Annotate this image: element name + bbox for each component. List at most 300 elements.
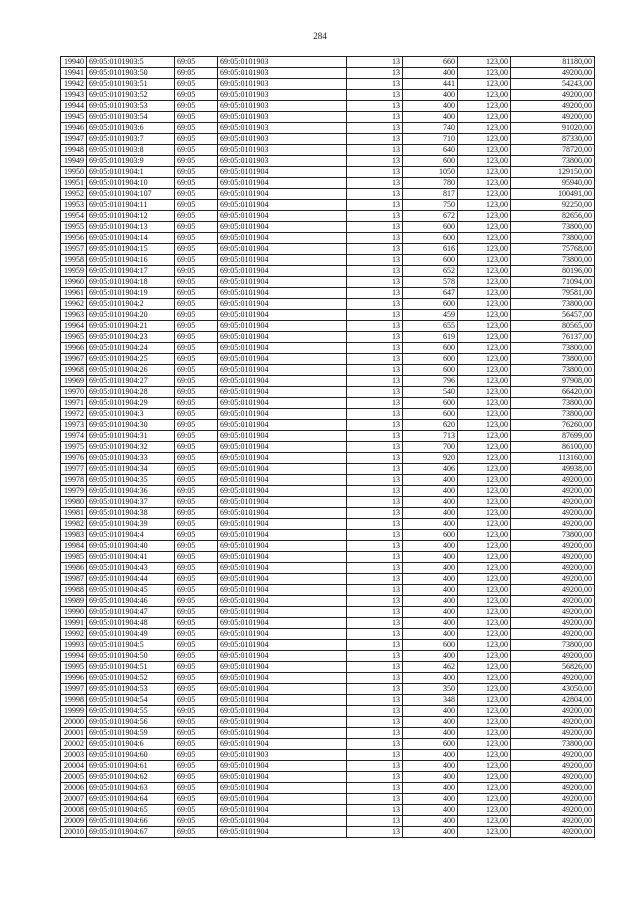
row-number: 19999 (61, 706, 87, 717)
table-row (61, 530, 595, 541)
table-row (61, 420, 595, 431)
district-code: 69:05 (175, 189, 218, 200)
row-number: 20004 (61, 761, 87, 772)
district-code: 69:05 (175, 365, 218, 376)
district-code: 69:05 (175, 541, 218, 552)
rate-value: 123,00 (458, 332, 511, 343)
table-row (61, 376, 595, 387)
area-value: 462 (403, 662, 458, 673)
district-code: 69:05 (175, 508, 218, 519)
zone-number: 13 (347, 409, 403, 420)
cost-value: 100491,00 (511, 189, 595, 200)
rate-value: 123,00 (458, 134, 511, 145)
zone-number: 13 (347, 134, 403, 145)
rate-value: 123,00 (458, 519, 511, 530)
area-value: 400 (403, 101, 458, 112)
cost-value: 49200,00 (511, 497, 595, 508)
cadastral-quarter: 69:05:0101904 (218, 695, 347, 706)
area-value: 740 (403, 123, 458, 134)
cadastral-number: 69:05:0101904:41 (87, 552, 175, 563)
cadastral-quarter: 69:05:0101904 (218, 486, 347, 497)
cadastral-number: 69:05:0101904:32 (87, 442, 175, 453)
area-value: 400 (403, 68, 458, 79)
area-value: 400 (403, 783, 458, 794)
table-row (61, 761, 595, 772)
table-row (61, 68, 595, 79)
cost-value: 129150,00 (511, 167, 595, 178)
cadastral-number: 69:05:0101904:55 (87, 706, 175, 717)
table-row (61, 387, 595, 398)
area-value: 400 (403, 761, 458, 772)
zone-number: 13 (347, 90, 403, 101)
row-number: 19960 (61, 277, 87, 288)
district-code: 69:05 (175, 310, 218, 321)
area-value: 660 (403, 57, 458, 68)
area-value: 400 (403, 508, 458, 519)
zone-number: 13 (347, 376, 403, 387)
rate-value: 123,00 (458, 607, 511, 618)
cadastral-number: 69:05:0101904:65 (87, 805, 175, 816)
zone-number: 13 (347, 299, 403, 310)
area-value: 750 (403, 200, 458, 211)
area-value: 350 (403, 684, 458, 695)
cost-value: 76137,00 (511, 332, 595, 343)
area-value: 400 (403, 816, 458, 827)
row-number: 19947 (61, 134, 87, 145)
district-code: 69:05 (175, 101, 218, 112)
cadastral-quarter: 69:05:0101904 (218, 343, 347, 354)
area-value: 600 (403, 530, 458, 541)
district-code: 69:05 (175, 354, 218, 365)
cost-value: 56457,00 (511, 310, 595, 321)
cadastral-number: 69:05:0101904:28 (87, 387, 175, 398)
rate-value: 123,00 (458, 420, 511, 431)
district-code: 69:05 (175, 145, 218, 156)
table-row (61, 409, 595, 420)
cadastral-number: 69:05:0101904:15 (87, 244, 175, 255)
zone-number: 13 (347, 552, 403, 563)
district-code: 69:05 (175, 673, 218, 684)
rate-value: 123,00 (458, 794, 511, 805)
area-value: 817 (403, 189, 458, 200)
cost-value: 49200,00 (511, 772, 595, 783)
rate-value: 123,00 (458, 684, 511, 695)
area-value: 600 (403, 222, 458, 233)
rate-value: 123,00 (458, 816, 511, 827)
area-value: 400 (403, 651, 458, 662)
district-code: 69:05 (175, 695, 218, 706)
area-value: 400 (403, 728, 458, 739)
area-value: 600 (403, 255, 458, 266)
cadastral-quarter: 69:05:0101904 (218, 772, 347, 783)
zone-number: 13 (347, 178, 403, 189)
cadastral-quarter: 69:05:0101904 (218, 827, 347, 838)
district-code: 69:05 (175, 772, 218, 783)
cadastral-quarter: 69:05:0101903 (218, 112, 347, 123)
zone-number: 13 (347, 816, 403, 827)
row-number: 19944 (61, 101, 87, 112)
cadastral-quarter: 69:05:0101904 (218, 717, 347, 728)
zone-number: 13 (347, 57, 403, 68)
district-code: 69:05 (175, 332, 218, 343)
cadastral-quarter: 69:05:0101904 (218, 167, 347, 178)
cadastral-number: 69:05:0101904:19 (87, 288, 175, 299)
cadastral-number: 69:05:0101904:37 (87, 497, 175, 508)
table-row (61, 200, 595, 211)
rate-value: 123,00 (458, 552, 511, 563)
cost-value: 73800,00 (511, 365, 595, 376)
table-row (61, 706, 595, 717)
rate-value: 123,00 (458, 178, 511, 189)
zone-number: 13 (347, 156, 403, 167)
zone-number: 13 (347, 651, 403, 662)
zone-number: 13 (347, 827, 403, 838)
area-value: 619 (403, 332, 458, 343)
cost-value: 49200,00 (511, 651, 595, 662)
cost-value: 43050,00 (511, 684, 595, 695)
district-code: 69:05 (175, 585, 218, 596)
area-value: 655 (403, 321, 458, 332)
cost-value: 49200,00 (511, 607, 595, 618)
cost-value: 49200,00 (511, 68, 595, 79)
zone-number: 13 (347, 123, 403, 134)
rate-value: 123,00 (458, 167, 511, 178)
row-number: 19974 (61, 431, 87, 442)
cost-value: 49938,00 (511, 464, 595, 475)
area-value: 700 (403, 442, 458, 453)
area-value: 647 (403, 288, 458, 299)
cost-value: 73800,00 (511, 222, 595, 233)
cadastral-number: 69:05:0101904:52 (87, 673, 175, 684)
row-number: 20002 (61, 739, 87, 750)
cadastral-quarter: 69:05:0101903 (218, 750, 347, 761)
cadastral-quarter: 69:05:0101904 (218, 497, 347, 508)
district-code: 69:05 (175, 563, 218, 574)
table-row (61, 805, 595, 816)
cadastral-number: 69:05:0101904:47 (87, 607, 175, 618)
area-value: 400 (403, 486, 458, 497)
cost-value: 91020,00 (511, 123, 595, 134)
cadastral-quarter: 69:05:0101904 (218, 574, 347, 585)
row-number: 19942 (61, 79, 87, 90)
district-code: 69:05 (175, 464, 218, 475)
cost-value: 49200,00 (511, 519, 595, 530)
cadastral-number: 69:05:0101904:31 (87, 431, 175, 442)
table-row (61, 277, 595, 288)
district-code: 69:05 (175, 178, 218, 189)
area-value: 672 (403, 211, 458, 222)
cadastral-number: 69:05:0101904:30 (87, 420, 175, 431)
zone-number: 13 (347, 387, 403, 398)
zone-number: 13 (347, 607, 403, 618)
table-row (61, 486, 595, 497)
row-number: 19988 (61, 585, 87, 596)
row-number: 19995 (61, 662, 87, 673)
cadastral-quarter: 69:05:0101904 (218, 563, 347, 574)
row-number: 19967 (61, 354, 87, 365)
rate-value: 123,00 (458, 90, 511, 101)
cost-value: 49200,00 (511, 585, 595, 596)
rate-value: 123,00 (458, 695, 511, 706)
table-body (61, 57, 595, 838)
district-code: 69:05 (175, 442, 218, 453)
cadastral-quarter: 69:05:0101904 (218, 794, 347, 805)
row-number: 19966 (61, 343, 87, 354)
district-code: 69:05 (175, 596, 218, 607)
cadastral-quarter: 69:05:0101904 (218, 178, 347, 189)
cadastral-number: 69:05:0101904:61 (87, 761, 175, 772)
zone-number: 13 (347, 310, 403, 321)
cadastral-quarter: 69:05:0101904 (218, 541, 347, 552)
table-row (61, 827, 595, 838)
cost-value: 49200,00 (511, 552, 595, 563)
rate-value: 123,00 (458, 409, 511, 420)
cadastral-number: 69:05:0101904:62 (87, 772, 175, 783)
table-row (61, 750, 595, 761)
cadastral-quarter: 69:05:0101904 (218, 530, 347, 541)
cadastral-quarter: 69:05:0101904 (218, 354, 347, 365)
district-code: 69:05 (175, 475, 218, 486)
row-number: 19985 (61, 552, 87, 563)
row-number: 19952 (61, 189, 87, 200)
table-row (61, 508, 595, 519)
cadastral-quarter: 69:05:0101904 (218, 211, 347, 222)
rate-value: 123,00 (458, 266, 511, 277)
zone-number: 13 (347, 728, 403, 739)
district-code: 69:05 (175, 343, 218, 354)
district-code: 69:05 (175, 79, 218, 90)
row-number: 19951 (61, 178, 87, 189)
cadastral-quarter: 69:05:0101904 (218, 431, 347, 442)
zone-number: 13 (347, 200, 403, 211)
district-code: 69:05 (175, 233, 218, 244)
rate-value: 123,00 (458, 750, 511, 761)
area-value: 652 (403, 266, 458, 277)
cadastral-quarter: 69:05:0101904 (218, 618, 347, 629)
area-value: 459 (403, 310, 458, 321)
area-value: 1050 (403, 167, 458, 178)
cadastral-quarter: 69:05:0101904 (218, 233, 347, 244)
cadastral-number: 69:05:0101904:53 (87, 684, 175, 695)
cadastral-number: 69:05:0101904:64 (87, 794, 175, 805)
rate-value: 123,00 (458, 827, 511, 838)
rate-value: 123,00 (458, 200, 511, 211)
cadastral-number: 69:05:0101904:1 (87, 167, 175, 178)
district-code: 69:05 (175, 684, 218, 695)
zone-number: 13 (347, 574, 403, 585)
cadastral-quarter: 69:05:0101904 (218, 442, 347, 453)
row-number: 20005 (61, 772, 87, 783)
area-value: 600 (403, 640, 458, 651)
cadastral-quarter: 69:05:0101904 (218, 508, 347, 519)
rate-value: 123,00 (458, 761, 511, 772)
zone-number: 13 (347, 321, 403, 332)
row-number: 19954 (61, 211, 87, 222)
cadastral-number: 69:05:0101904:14 (87, 233, 175, 244)
district-code: 69:05 (175, 266, 218, 277)
zone-number: 13 (347, 772, 403, 783)
cadastral-quarter: 69:05:0101903 (218, 145, 347, 156)
cost-value: 73800,00 (511, 233, 595, 244)
cadastral-number: 69:05:0101904:16 (87, 255, 175, 266)
district-code: 69:05 (175, 321, 218, 332)
area-value: 540 (403, 387, 458, 398)
zone-number: 13 (347, 431, 403, 442)
district-code: 69:05 (175, 706, 218, 717)
table-row (61, 222, 595, 233)
cadastral-quarter: 69:05:0101904 (218, 651, 347, 662)
rate-value: 123,00 (458, 706, 511, 717)
cadastral-quarter: 69:05:0101904 (218, 398, 347, 409)
district-code: 69:05 (175, 167, 218, 178)
table-row (61, 739, 595, 750)
area-value: 400 (403, 585, 458, 596)
district-code: 69:05 (175, 607, 218, 618)
zone-number: 13 (347, 750, 403, 761)
cost-value: 97908,00 (511, 376, 595, 387)
zone-number: 13 (347, 343, 403, 354)
area-value: 400 (403, 673, 458, 684)
table-row (61, 244, 595, 255)
cadastral-number: 69:05:0101904:46 (87, 596, 175, 607)
cadastral-quarter: 69:05:0101904 (218, 310, 347, 321)
area-value: 600 (403, 739, 458, 750)
rate-value: 123,00 (458, 640, 511, 651)
district-code: 69:05 (175, 453, 218, 464)
cost-value: 73800,00 (511, 640, 595, 651)
zone-number: 13 (347, 805, 403, 816)
district-code: 69:05 (175, 629, 218, 640)
zone-number: 13 (347, 453, 403, 464)
rate-value: 123,00 (458, 475, 511, 486)
zone-number: 13 (347, 222, 403, 233)
row-number: 19977 (61, 464, 87, 475)
table-row (61, 189, 595, 200)
table-row (61, 79, 595, 90)
cost-value: 49200,00 (511, 629, 595, 640)
zone-number: 13 (347, 629, 403, 640)
cadastral-number: 69:05:0101904:13 (87, 222, 175, 233)
row-number: 19998 (61, 695, 87, 706)
cadastral-number: 69:05:0101904:56 (87, 717, 175, 728)
cadastral-number: 69:05:0101904:60 (87, 750, 175, 761)
table-row (61, 651, 595, 662)
area-value: 400 (403, 90, 458, 101)
cadastral-number: 69:05:0101904:67 (87, 827, 175, 838)
cadastral-quarter: 69:05:0101904 (218, 706, 347, 717)
row-number: 19964 (61, 321, 87, 332)
table-row (61, 497, 595, 508)
cadastral-quarter: 69:05:0101904 (218, 464, 347, 475)
rate-value: 123,00 (458, 288, 511, 299)
cadastral-number: 69:05:0101904:49 (87, 629, 175, 640)
row-number: 19983 (61, 530, 87, 541)
area-value: 600 (403, 233, 458, 244)
row-number: 19993 (61, 640, 87, 651)
zone-number: 13 (347, 79, 403, 90)
table-row (61, 255, 595, 266)
district-code: 69:05 (175, 717, 218, 728)
cadastral-number: 69:05:0101904:39 (87, 519, 175, 530)
district-code: 69:05 (175, 486, 218, 497)
rate-value: 123,00 (458, 101, 511, 112)
district-code: 69:05 (175, 651, 218, 662)
cost-value: 49200,00 (511, 563, 595, 574)
cadastral-quarter: 69:05:0101904 (218, 255, 347, 266)
cadastral-quarter: 69:05:0101903 (218, 68, 347, 79)
cadastral-number: 69:05:0101904:36 (87, 486, 175, 497)
cost-value: 81180,00 (511, 57, 595, 68)
table-row (61, 332, 595, 343)
table-row (61, 695, 595, 706)
zone-number: 13 (347, 244, 403, 255)
cost-value: 42804,00 (511, 695, 595, 706)
rate-value: 123,00 (458, 574, 511, 585)
rate-value: 123,00 (458, 343, 511, 354)
row-number: 19997 (61, 684, 87, 695)
cost-value: 49200,00 (511, 794, 595, 805)
row-number: 19986 (61, 563, 87, 574)
row-number: 19981 (61, 508, 87, 519)
row-number: 19946 (61, 123, 87, 134)
table-row (61, 728, 595, 739)
table-row (61, 618, 595, 629)
cadastral-quarter: 69:05:0101904 (218, 277, 347, 288)
table-row (61, 112, 595, 123)
cost-value: 92250,00 (511, 200, 595, 211)
cadastral-quarter: 69:05:0101904 (218, 376, 347, 387)
cadastral-quarter: 69:05:0101904 (218, 662, 347, 673)
area-value: 920 (403, 453, 458, 464)
rate-value: 123,00 (458, 629, 511, 640)
row-number: 19976 (61, 453, 87, 464)
cadastral-number: 69:05:0101903:54 (87, 112, 175, 123)
zone-number: 13 (347, 332, 403, 343)
cadastral-number: 69:05:0101904:20 (87, 310, 175, 321)
table-row (61, 321, 595, 332)
cadastral-number: 69:05:0101904:27 (87, 376, 175, 387)
cost-value: 87699,00 (511, 431, 595, 442)
district-code: 69:05 (175, 805, 218, 816)
cadastral-number: 69:05:0101904:43 (87, 563, 175, 574)
district-code: 69:05 (175, 222, 218, 233)
row-number: 20008 (61, 805, 87, 816)
row-number: 19992 (61, 629, 87, 640)
cadastral-number: 69:05:0101904:51 (87, 662, 175, 673)
zone-number: 13 (347, 145, 403, 156)
district-code: 69:05 (175, 420, 218, 431)
area-value: 620 (403, 420, 458, 431)
cadastral-quarter: 69:05:0101903 (218, 79, 347, 90)
rate-value: 123,00 (458, 112, 511, 123)
cadastral-number: 69:05:0101904:45 (87, 585, 175, 596)
row-number: 19996 (61, 673, 87, 684)
district-code: 69:05 (175, 794, 218, 805)
district-code: 69:05 (175, 288, 218, 299)
cost-value: 73800,00 (511, 739, 595, 750)
table-row (61, 57, 595, 68)
area-value: 616 (403, 244, 458, 255)
zone-number: 13 (347, 189, 403, 200)
cadastral-quarter: 69:05:0101904 (218, 805, 347, 816)
rate-value: 123,00 (458, 563, 511, 574)
table-row (61, 629, 595, 640)
table-row (61, 299, 595, 310)
area-value: 400 (403, 629, 458, 640)
cadastral-quarter: 69:05:0101903 (218, 134, 347, 145)
cadastral-number: 69:05:0101904:6 (87, 739, 175, 750)
cost-value: 49200,00 (511, 717, 595, 728)
